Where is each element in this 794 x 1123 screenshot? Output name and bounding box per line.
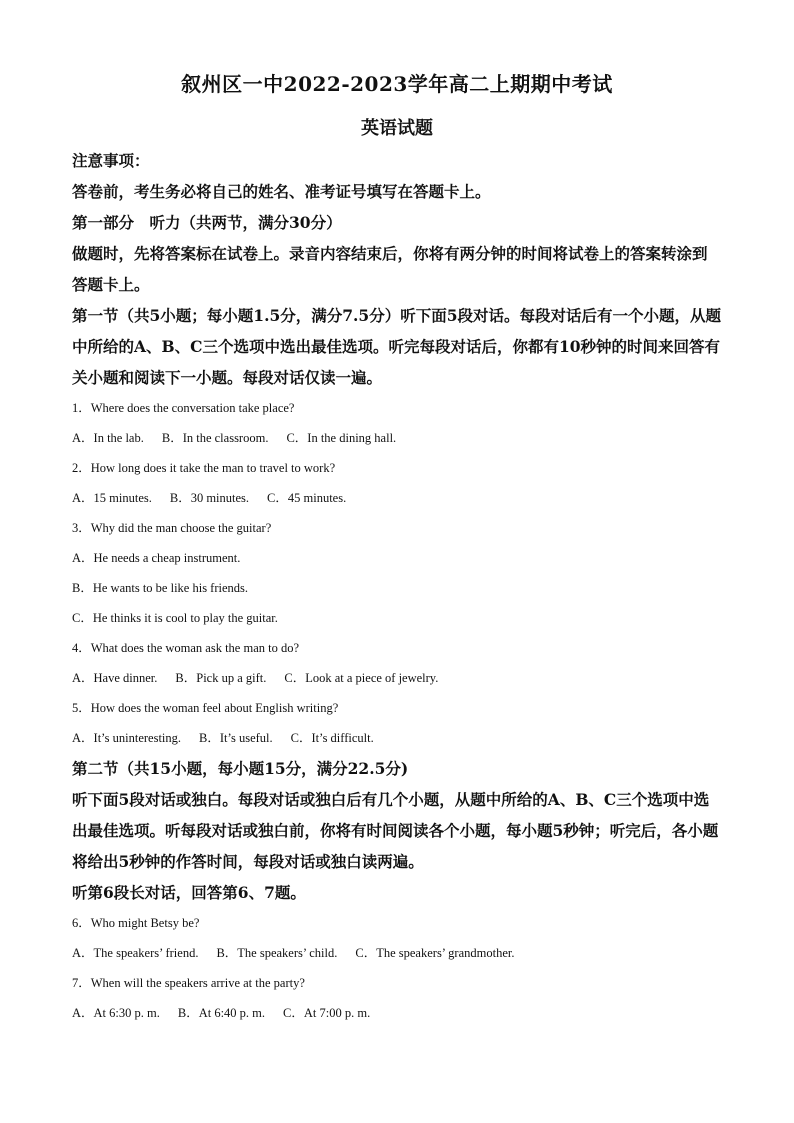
question-stem: 7．When will the speakers arrive at the party? [72, 976, 305, 990]
option-c: C．In the dining hall. [286, 431, 397, 445]
option-a: A．15 minutes. [72, 491, 152, 505]
exam-body [72, 145, 722, 1028]
exam-title: 叙州区一中2022-2023学年高二上期期中考试 [181, 72, 613, 96]
question-stem: 2．How long does it take the man to travel to work? [72, 461, 336, 475]
option-a: A．In the lab. [72, 431, 144, 445]
section2-heading: 第二节（共15小题，每小题15分，满分22.5分) [72, 759, 409, 778]
question-stem: 5．How does the woman feel about English writing? [72, 701, 339, 715]
section2-instructions: 听下面5段对话或独白。每段对话或独白后有几个小题，从题中所给的A、B、C三个选项中选出最佳选项。听每段对话或独白前，你将有时间阅读各个小题，每小题5秒钟；听完后，各小题将给出5秒钟的作答时间，每段对话或独白读两遍。 [72, 790, 719, 871]
option-b: B．Pick up a gift. [175, 671, 267, 685]
option-c: C．He thinks it is cool to play the guitar. [72, 611, 278, 625]
option-a: A．At 6:30 p. m. [72, 1006, 160, 1020]
option-b: B．The speakers’ child. [216, 946, 338, 960]
question-options [72, 998, 722, 1028]
option-b: B．At 6:40 p. m. [177, 1006, 266, 1020]
question-options [72, 723, 722, 753]
option-b: B．In the classroom. [161, 431, 269, 445]
option-a: A．Have dinner. [72, 671, 158, 685]
option-c: C．It’s difficult. [290, 731, 374, 745]
exam-subtitle: 英语试题 [361, 118, 433, 139]
question-stem: 1．Where does the conversation take place? [72, 401, 295, 415]
option-b: B．30 minutes. [169, 491, 250, 505]
option-a: A．It’s uninteresting. [72, 731, 182, 745]
option-b: B．It’s useful. [199, 731, 273, 745]
option-c: C．The speakers’ grandmother. [355, 946, 515, 960]
part1-instructions: 做题时，先将答案标在试卷上。录音内容结束后，你将有两分钟的时间将试卷上的答案转涂到答题卡上。 [72, 244, 708, 294]
question-stem: 6．Who might Betsy be? [72, 916, 200, 930]
question-options [72, 938, 722, 968]
notice-line: 答卷前，考生务必将自己的姓名、准考证号填写在答题卡上。 [72, 182, 491, 201]
question-stem: 4．What does the woman ask the man to do? [72, 641, 300, 655]
option-c: C．Look at a piece of jewelry. [284, 671, 439, 685]
question-options [72, 483, 722, 513]
question-options [72, 663, 722, 693]
section2-group-heading: 听第6段长对话，回答第6、7题。 [72, 883, 306, 902]
question-stem: 3．Why did the man choose the guitar? [72, 521, 272, 535]
notice-heading: 注意事项： [72, 151, 150, 170]
option-b: B．He wants to be like his friends. [72, 581, 249, 595]
option-c: C．At 7:00 p. m. [283, 1006, 371, 1020]
option-a: A．The speakers’ friend. [72, 946, 199, 960]
option-a: A．He needs a cheap instrument. [72, 551, 241, 565]
question-options [72, 423, 722, 453]
option-c: C．45 minutes. [267, 491, 347, 505]
section1-heading: 第一节（共5小题；每小题1.5分，满分7.5分）听下面5段对话。每段对话后有一个小题，从题中所给的A、B、C三个选项中选出最佳选项。听完每段对话后，你都有10秒钟的时间来回答有关小题和阅读下一小题。每段对话仅读一遍。 [72, 306, 722, 387]
part1-heading: 第一部分 听力（共两节，满分30分） [72, 213, 342, 232]
